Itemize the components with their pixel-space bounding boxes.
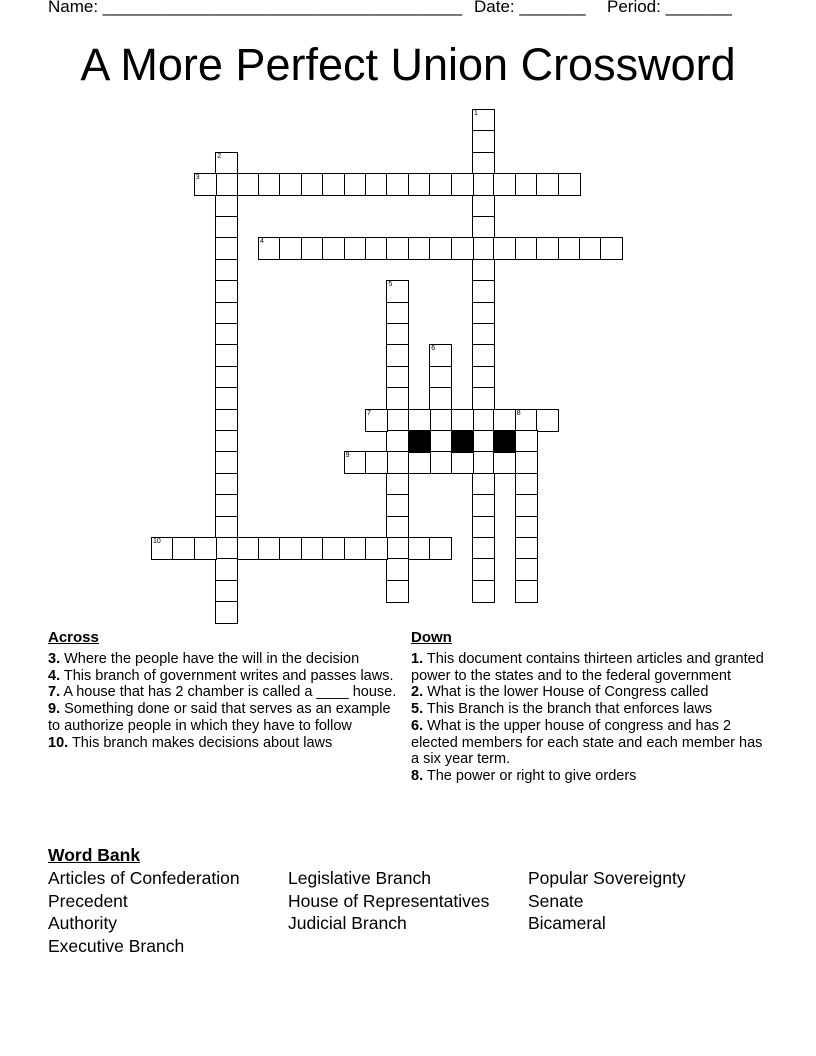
grid-cell[interactable] <box>472 344 495 367</box>
grid-cell[interactable] <box>344 537 367 560</box>
grid-cell[interactable] <box>429 366 452 389</box>
grid-cell[interactable] <box>279 173 302 196</box>
grid-cell[interactable] <box>386 558 409 581</box>
grid-cell[interactable] <box>215 516 238 539</box>
clue-text: What is the upper house of congress and has 2 elected members for each state and each member has a six year term. <box>411 717 763 768</box>
clue-number: 7. <box>48 684 61 701</box>
word-bank-item: Executive Branch <box>48 935 185 956</box>
grid-cell[interactable] <box>472 259 495 282</box>
cell-number: 9 <box>345 452 350 460</box>
grid-cell[interactable] <box>515 558 538 581</box>
grid-cell[interactable] <box>237 537 260 560</box>
across-clue <box>48 701 398 734</box>
grid-cell[interactable] <box>365 173 388 196</box>
word-bank-item: Articles of Confederation <box>48 868 240 888</box>
clue-text: This branch makes decisions about laws <box>68 734 333 751</box>
word-bank <box>48 845 768 956</box>
grid-cell[interactable] <box>386 173 409 196</box>
grid-cell[interactable] <box>386 451 409 474</box>
grid-cell[interactable] <box>472 451 495 474</box>
cell-number: 10 <box>153 538 161 545</box>
grid-cell[interactable] <box>472 323 495 346</box>
cell-number: 7 <box>367 409 371 417</box>
grid-cell[interactable] <box>386 344 409 367</box>
grid-cell[interactable] <box>194 173 217 196</box>
clue-number: 3. <box>48 651 61 667</box>
cell-number: 2 <box>217 152 222 160</box>
clue-number: 6. <box>411 717 424 734</box>
clue-number: 5. <box>411 701 424 718</box>
grid-cell[interactable] <box>472 130 495 153</box>
clue-text: What is the lower House of Congress called <box>423 684 709 701</box>
grid-cell[interactable] <box>558 173 581 196</box>
grid-cell[interactable] <box>215 387 238 410</box>
grid-cell[interactable] <box>472 152 495 175</box>
clue-number: 4. <box>48 667 61 684</box>
down-clue-list <box>411 651 766 785</box>
clue-number: 10. <box>48 734 69 751</box>
word-bank-column <box>48 867 240 957</box>
grid-cell[interactable] <box>429 430 452 453</box>
grid-cell[interactable] <box>451 409 474 432</box>
grid-cell[interactable] <box>472 195 495 218</box>
word-bank-item: Authority <box>48 913 118 934</box>
grid-cell[interactable] <box>472 109 495 132</box>
grid-cell[interactable] <box>215 302 238 325</box>
grid-cell[interactable] <box>536 173 559 196</box>
grid-cell[interactable] <box>279 537 302 560</box>
grid-cell[interactable] <box>515 473 538 496</box>
word-bank-item: Bicameral <box>528 913 606 934</box>
grid-cell[interactable] <box>515 537 538 560</box>
grid-cell[interactable] <box>151 537 174 560</box>
grid-cell[interactable] <box>429 387 452 410</box>
grid-cell[interactable] <box>408 237 431 260</box>
clue-text: This document contains thirteen articles and granted power to the states and to the federal government <box>411 651 764 684</box>
grid-cell[interactable] <box>215 601 238 624</box>
grid-cell[interactable] <box>215 580 238 603</box>
down-clue <box>411 684 766 701</box>
grid-cell[interactable] <box>536 237 559 260</box>
grid-cell[interactable] <box>386 302 409 325</box>
grid-block <box>493 430 516 453</box>
grid-cell[interactable] <box>344 237 367 260</box>
across-clue <box>48 735 398 752</box>
grid-cell[interactable] <box>194 537 217 560</box>
grid-cell[interactable] <box>237 173 260 196</box>
grid-cell[interactable] <box>386 237 409 260</box>
grid-cell[interactable] <box>215 451 238 474</box>
word-bank-heading: Word Bank <box>48 845 141 865</box>
grid-cell[interactable] <box>472 280 495 303</box>
grid-cell[interactable] <box>472 173 495 196</box>
grid-cell[interactable] <box>408 537 431 560</box>
grid-cell[interactable] <box>515 237 538 260</box>
grid-cell[interactable] <box>493 451 516 474</box>
name-field[interactable]: Name: ______________________________________ <box>48 0 463 16</box>
grid-cell[interactable] <box>493 409 516 432</box>
grid-cell[interactable] <box>322 537 345 560</box>
grid-cell[interactable] <box>429 409 452 432</box>
grid-cell[interactable] <box>515 173 538 196</box>
grid-cell[interactable] <box>472 473 495 496</box>
grid-cell[interactable] <box>215 173 238 196</box>
grid-cell[interactable] <box>258 173 281 196</box>
clue-number: 8. <box>411 767 424 784</box>
grid-cell[interactable] <box>515 516 538 539</box>
clue-text: A house that has 2 chamber is called a ____ house. <box>60 684 397 701</box>
grid-cell[interactable] <box>472 430 495 453</box>
period-field[interactable]: Period: _______ <box>607 0 732 16</box>
word-bank-item: Judicial Branch <box>288 913 407 934</box>
grid-cell[interactable] <box>215 473 238 496</box>
word-bank-column <box>288 867 489 935</box>
grid-cell[interactable] <box>472 366 495 389</box>
clue-number: 1. <box>411 651 424 667</box>
grid-cell[interactable] <box>515 409 538 432</box>
grid-cell[interactable] <box>515 494 538 517</box>
grid-cell[interactable] <box>386 537 409 560</box>
grid-cell[interactable] <box>301 237 324 260</box>
grid-cell[interactable] <box>215 237 238 260</box>
grid-cell[interactable] <box>515 580 538 603</box>
grid-cell[interactable] <box>386 409 409 432</box>
page-title: A More Perfect Union Crossword <box>80 39 736 90</box>
grid-cell[interactable] <box>408 173 431 196</box>
grid-cell[interactable] <box>215 259 238 282</box>
grid-cell[interactable] <box>215 366 238 389</box>
grid-cell[interactable] <box>215 430 238 453</box>
across-clue <box>48 684 398 701</box>
grid-cell[interactable] <box>386 387 409 410</box>
grid-cell[interactable] <box>493 173 516 196</box>
grid-cell[interactable] <box>558 237 581 260</box>
clue-text: Where the people have the will in the decision <box>60 651 360 667</box>
grid-cell[interactable] <box>215 494 238 517</box>
grid-cell[interactable] <box>472 216 495 239</box>
grid-cell[interactable] <box>258 237 281 260</box>
down-clue <box>411 768 766 785</box>
grid-cell[interactable] <box>322 173 345 196</box>
grid-cell[interactable] <box>515 430 538 453</box>
grid-cell[interactable] <box>472 387 495 410</box>
grid-cell[interactable] <box>365 237 388 260</box>
grid-cell[interactable] <box>344 451 367 474</box>
grid-cell[interactable] <box>172 537 195 560</box>
grid-cell[interactable] <box>322 237 345 260</box>
across-clues <box>48 629 398 751</box>
down-clue <box>411 701 766 718</box>
grid-cell[interactable] <box>215 216 238 239</box>
date-field[interactable]: Date: _______ <box>474 0 586 16</box>
grid-cell[interactable] <box>472 558 495 581</box>
grid-cell[interactable] <box>429 237 452 260</box>
grid-cell[interactable] <box>472 580 495 603</box>
grid-cell[interactable] <box>215 558 238 581</box>
grid-cell[interactable] <box>472 237 495 260</box>
grid-cell[interactable] <box>386 323 409 346</box>
grid-cell[interactable] <box>536 409 559 432</box>
grid-cell[interactable] <box>258 537 281 560</box>
grid-cell[interactable] <box>279 237 302 260</box>
grid-cell[interactable] <box>386 473 409 496</box>
grid-cell[interactable] <box>344 173 367 196</box>
clue-number: 9. <box>48 701 61 718</box>
grid-cell[interactable] <box>301 537 324 560</box>
grid-cell[interactable] <box>515 451 538 474</box>
word-bank-column <box>528 867 686 935</box>
clue-text: This Branch is the branch that enforces laws <box>423 701 713 718</box>
word-bank-item: Popular Sovereignty <box>528 868 686 888</box>
grid-cell[interactable] <box>215 537 238 560</box>
clue-text: Something done or said that serves as an example to authorize people in which they have to follow <box>48 701 391 734</box>
grid-cell[interactable] <box>451 173 474 196</box>
grid-block <box>408 430 431 453</box>
grid-cell[interactable] <box>579 237 602 260</box>
grid-cell[interactable] <box>386 580 409 603</box>
clue-text: The power or right to give orders <box>423 767 637 784</box>
grid-cell[interactable] <box>451 237 474 260</box>
grid-cell[interactable] <box>215 409 238 432</box>
across-clue <box>48 668 398 685</box>
word-bank-item: Legislative Branch <box>288 868 431 888</box>
grid-cell[interactable] <box>429 173 452 196</box>
word-bank-item: Precedent <box>48 890 128 911</box>
down-clue <box>411 651 766 684</box>
grid-cell[interactable] <box>429 451 452 474</box>
grid-cell[interactable] <box>451 451 474 474</box>
grid-cell[interactable] <box>301 173 324 196</box>
grid-cell[interactable] <box>600 237 623 260</box>
cell-number: 8 <box>516 409 521 417</box>
grid-cell[interactable] <box>386 494 409 517</box>
cell-number: 4 <box>260 238 264 246</box>
grid-cell[interactable] <box>493 237 516 260</box>
grid-cell[interactable] <box>472 537 495 560</box>
grid-cell[interactable] <box>365 537 388 560</box>
grid-cell[interactable] <box>472 409 495 432</box>
across-heading: Across <box>48 629 99 646</box>
grid-cell[interactable] <box>215 344 238 367</box>
grid-cell[interactable] <box>408 451 431 474</box>
grid-cell[interactable] <box>215 195 238 218</box>
grid-cell[interactable] <box>386 366 409 389</box>
grid-block <box>451 430 474 453</box>
grid-cell[interactable] <box>215 280 238 303</box>
grid-cell[interactable] <box>429 537 452 560</box>
clue-number: 2. <box>411 684 424 701</box>
grid-cell[interactable] <box>386 280 409 303</box>
cell-number: 1 <box>474 110 478 117</box>
grid-cell[interactable] <box>365 451 388 474</box>
down-clues <box>411 629 766 785</box>
cell-number: 6 <box>431 345 436 353</box>
clue-text: This branch of government writes and passes laws. <box>60 667 394 684</box>
across-clue <box>48 651 398 668</box>
grid-cell[interactable] <box>386 516 409 539</box>
grid-cell[interactable] <box>408 409 431 432</box>
across-clue-list <box>48 651 398 751</box>
cell-number: 5 <box>388 281 393 289</box>
grid-cell[interactable] <box>429 344 452 367</box>
down-heading: Down <box>411 629 452 646</box>
grid-cell[interactable] <box>472 516 495 539</box>
cell-number: 3 <box>195 174 200 182</box>
grid-cell[interactable] <box>215 152 238 175</box>
grid-cell[interactable] <box>472 302 495 325</box>
grid-cell[interactable] <box>215 323 238 346</box>
down-clue <box>411 718 766 768</box>
grid-cell[interactable] <box>386 430 409 453</box>
grid-cell[interactable] <box>472 494 495 517</box>
word-bank-item: House of Representatives <box>288 890 490 911</box>
word-bank-item: Senate <box>528 890 584 911</box>
grid-cell[interactable] <box>365 409 388 432</box>
